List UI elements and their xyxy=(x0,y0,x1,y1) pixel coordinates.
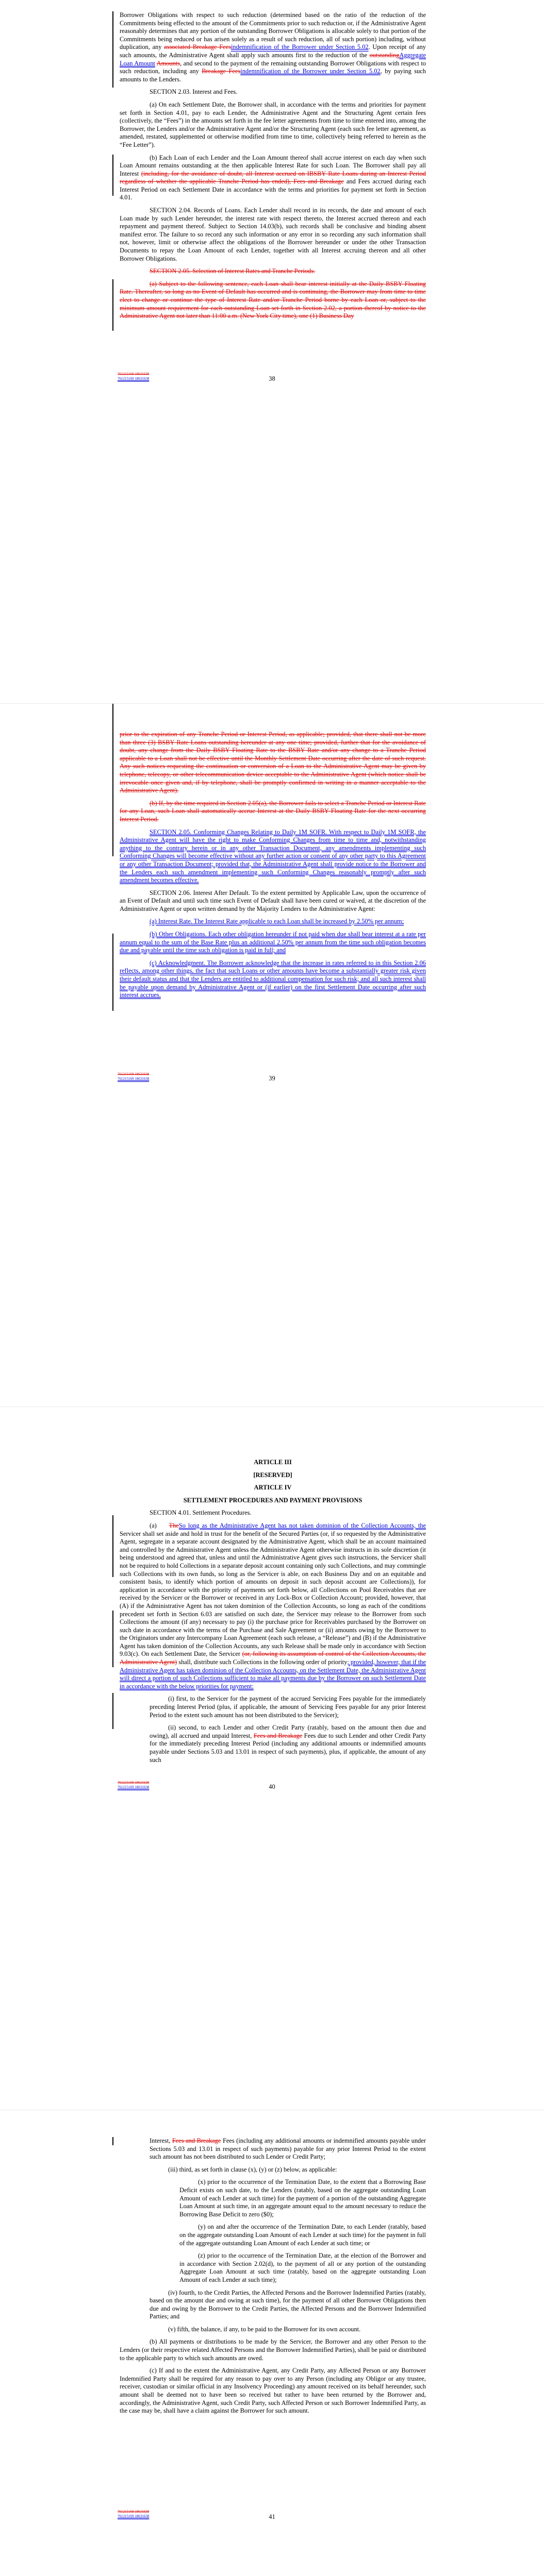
paragraph: prior to the expiration of any Tranche Period or Interest Period, as applicable; provided, that there shall not be more than three (3) BSBY Rate Loans outstanding hereunder at any one time; provided, further that for the avoidance of doubt, any change from the Daily BSBY Floating Rate to the BSBY Rate and/or any change to a Tranche Period applicable to a Loan shall not be effective until the Monthly Settlement Date occurring after the date of such request. Any such notices requesting the continuation or conversion of a Loan to the Administrative Agent may be given by telephone, telecopy, or other telecommunication device acceptable to the Administrative Agent (which notice shall be irrevocable once given and, if by telephone, shall be promptly confirmed in writing in a manner acceptable to the Administrative Agent). xyxy=(120,731,426,794)
page-38 xyxy=(0,0,544,703)
list-item: (i) first, to the Servicer for the payment of the accrued Servicing Fees payable for the immediately preceding Interest Period (plus, if applicable, the amount of Servicing Fees payable for any prior Interest Period to the extent such amount has not been distributed to the Servicer); xyxy=(150,1695,426,1719)
change-bar xyxy=(112,934,113,1011)
article-title: SETTLEMENT PROCEDURES AND PAYMENT PROVISIONS xyxy=(183,1496,362,1504)
list-item: (v) fifth, the balance, if any, to be paid to the Borrower for its own account. xyxy=(168,2325,361,2333)
change-bar xyxy=(112,11,113,88)
change-bar xyxy=(112,704,113,856)
list-item: (iii) third, as set forth in clause (x), (y) or (z) below, as applicable: xyxy=(168,2165,337,2173)
paragraph: Interest, Fees and Breakage Fees (including any additional amounts or indemnified amounts payable under Sections 5.03 and 13.01 in respect of such payments) payable for any prior Interest Period to the extent such amount has not been distributed to such Lender or Credit Party; xyxy=(150,2137,426,2161)
paragraph: (b) Each Loan of each Lender and the Loan Amount thereof shall accrue interest on each day when such Loan Amount remains outstanding at the then applicable Interest Rate for such Loan. The Borrower shall pay all Interest (including, for the avoidance of doubt, all Interest accrued on IBSBY Rate Loans during an Interest Period regardless of whether the applicable Tranche Period has ended), Fees and Breakage and Fees accrued during each Interest Period on each Settlement Date in accordance with the terms and priorities for payment set forth in Section 4.01. xyxy=(120,154,426,201)
paragraph: (c) If and to the extent the Administrative Agent, any Credit Party, any Affected Person or any Borrower Indemnified Party shall be required for any reason to pay over to any Person (including any Obligor or any trustee, receiver, custodian or similar official in any Insolvency Proceeding) any amount received on its behalf hereunder, such amount shall be deemed not to have been so received but rather to have been returned by the Borrower and, accordingly, the Administrative Agent, such Credit Party, such Affected Person or such Borrower Indemnified Party, as the case may be, shall have a claim against the Borrower for such amount. xyxy=(120,2367,426,2415)
page-number: 38 xyxy=(269,375,275,382)
document-footer: 761215169 18631638 761215169 18631638 xyxy=(118,1072,150,1081)
paragraph: SECTION 2.05. Conforming Changes Relating to Daily 1M SOFR. With respect to Daily 1M SOFR, the Administrative Agent will have the right to make Conforming Changes from time to time and, notwithstanding anything to the contrary herein or in any other Transaction Document, any amendments implementing such Conforming Changes will become effective without any further action or consent of any other party to this Agreement or any other Transaction Document; provided that, the Administrative Agent shall provide notice to the Borrower and the Lenders each such amendment implementing such Conforming Changes reasonably promptly after such amendment becomes effective. xyxy=(120,828,426,884)
page-number: 41 xyxy=(269,2513,275,2520)
paragraph: (c) Acknowledgment. The Borrower acknowledge that the increase in rates referred to in this Section 2.06 reflects, among other things, the fact that such Loans or other amounts have become a substantially greater risk given their default status and that the Lenders are entitled to additional compensation for such risk; and all such interest shall be payable upon demand by Administrative Agent or (if earlier) on the first Settlement Date occurring after such interest accrues. xyxy=(120,959,426,999)
list-item: (z) prior to the occurrence of the Termination Date, at the election of the Borrower and in accordance with Section 2.02(d), to the payment of all or any portion of the outstanding Aggregate Loan Amount at such time (ratably, based on the aggregate outstanding Loan Amount of each Lender at such time); xyxy=(179,2252,426,2283)
list-item: (y) on and after the occurrence of the Termination Date, to each Lender (ratably, based on the aggregate outstanding Loan Amount of each Lender at such time) for the payment in full of the aggregate outstanding Loan Amount of each Lender at such time; or xyxy=(179,2223,426,2247)
page-41 xyxy=(0,2110,544,2576)
document-footer: 761215169 18631638 761215169 18631638 xyxy=(118,372,150,381)
document-footer: 761215169 18631638 761215169 18631638 xyxy=(118,1781,150,1789)
paragraph: SECTION 2.04. Records of Loans. Each Lender shall record in its records, the date and amount of each Loan made by such Lender hereunder, the interest rate with respect thereto, the Interest accrued thereon and each repayment and payment thereof. Subject to Section 14.03(b), such records shall be conclusive and binding absent manifest error. The failure to so record any such information or any error in so recording any such information shall not, however, limit or otherwise affect the obligations of the Borrower hereunder or under the other Transaction Documents to repay the Loan Amount of each Lender, together with all Interest accruing thereon and all other Borrower Obligations. xyxy=(120,207,426,262)
paragraph: (a) TheSo long as the Administrative Agent has not taken dominion of the Collection Accounts, the Servicer shall set aside and hold in trust for the benefit of the Secured Parties (or, if so requested by the Administrative Agent, segregate in a separate account designated by the Administrative Agent, which shall be an account maintained and controlled by the Administrative Agent unless the Administrative Agent otherwise instructs in its sole discretion (it being understood and agreed that, unless and until the Administrative Agent gives such instructions, the Servicer shall not be required to hold Collections in a separate deposit account containing only such Collections, and may commingle such Collections with its own funds, so long as the Servicer is able, on each Business Day and on an equitable and consistent basis, to identify which portion of amounts on deposit in such deposit account are Collections)), for application in accordance with the priority of payments set forth below, all Collections on Pool Receivables that are received by the Servicer or the Borrower or received in any Lock-Box or Collection Account; provided, however, that (A) if the Administrative Agent has not taken dominion of the Collection Accounts, so long as each of the conditions precedent set forth in Section 6.03 are satisfied on such date, the Servicer may release to the Borrower from such Collections the amount (if any) necessary to pay (i) the purchase price for Receivables purchased by the Borrower on such date in accordance with the terms of the Purchase and Sale Agreement or (ii) amounts owing by the Borrower to the Originators under any Intercompany Loan Agreement (each such release, a “Release”) and (B) if the Administrative Agent has taken dominion of the Collection Accounts, any such Release shall be made only in accordance with Section 9.03(c). On each Settlement Date, the Servicer (or, following its assumption of control of the Collection Accounts, the Administrative Agent) shall, distribute such Collections in the following order of priority; provided, however, that if the Administrative Agent has taken dominion of the Collection Accounts, on the Settlement Date, the Administrative Agent will direct a portion of such Collections sufficient to make all payments due by the Borrower on such Settlement Date in accordance with the below priorities for payment: xyxy=(120,1521,426,1690)
change-bar xyxy=(112,279,113,331)
paragraph: (a) On each Settlement Date, the Borrower shall, in accordance with the terms and priorities for payment set forth in Section 4.01, pay to each Lender, the Administrative Agent and the Structuring Agent certain fees (collectively, the “Fees”) in the amounts set forth in the fee letter agreements from time to time entered into, among the Borrower, the Lenders and/or the Administrative Agent and/or the Structuring Agent (each such fee letter agreement, as amended, restated, supplemented or otherwise modified from time to time, collectively being referred to herein as the “Fee Letter”). xyxy=(120,100,426,148)
change-bar xyxy=(112,155,113,196)
paragraph: (b) If, by the time required in Section 2.05(a), the Borrower fails to select a Tranche Period or Interest Rate for any Loan, such Loan shall automatically accrue Interest at the Daily BSBY Floating Rate for the next occurring Interest Period. xyxy=(120,799,426,823)
change-bar xyxy=(112,1693,113,1729)
paragraph: (a) Subject to the following sentence, each Loan shall bear interest initially at the Daily BSBY Floating Rate. Thereafter, so long as no Event of Default has occurred and is continuing, the Borrower may from time to time elect to change or continue the type of Interest Rate and/or Tranche Period borne by each Loan or, subject to the minimum amount requirement for each outstanding Loan set forth in Section 2.02, a portion thereof by notice to the Administrative Agent not later than 11:00 a.m. (New York City time), one (1) Business Day xyxy=(120,280,426,320)
page-40-body xyxy=(120,1459,426,1769)
list-item: (ii) second, to each Lender and other Credit Party (ratably, based on the amount then due and owing), all accrued and unpaid Interest, Fees and Breakage Fees due to such Lender and other Credit Party for the immediately preceding Interest Period (including any additional amounts or indemnified amounts payable under Sections 5.03 and 13.01 in respect of such payments), plus, if applicable, the amount of any such xyxy=(150,1724,426,1764)
page-38-body xyxy=(120,11,426,325)
change-bar xyxy=(112,1611,113,1667)
page-39 xyxy=(0,704,544,1406)
page-41-body xyxy=(120,2137,426,2420)
page-39-body xyxy=(120,731,426,1004)
section-heading: SECTION 2.03. Interest and Fees. xyxy=(150,88,238,96)
paragraph: Borrower Obligations with respect to such reduction (determined based on the ratio of the reduction of the Commitments being effected to the amount of the Commitments prior to such reduction or, if the Administrative Agent reasonably determines that any portion of the outstanding Borrower Obligations is allocable solely to that portion of the Commitments being reduced or has arisen solely as a result of such reduction, all of such portion) including, without duplication, any associated Breakage Feesindemnification of the Borrower under Section 5.02. Upon receipt of any such amounts, the Administrative Agent shall apply such amounts first to the reduction of the outstandingAggregate Loan Amount Amounts, and second to the payment of the remaining outstanding Borrower Obligations with respect to such reduction, including any Breakage Feesindemnification of the Borrower under Section 5.02, by paying such amounts to the Lenders. xyxy=(120,11,426,83)
list-item: (x) prior to the occurrence of the Termination Date, to the extent that a Borrowing Base Deficit exists on such date, to the Lenders (ratably, based on the aggregate outstanding Loan Amount of each Lender at such time) for the payment of a portion of the outstanding Aggregate Loan Amount at such time, in an aggregate amount equal to the amount necessary to reduce the Borrowing Base Deficit to zero ($0); xyxy=(179,2178,426,2218)
article-heading: ARTICLE III xyxy=(254,1459,292,1466)
page-number: 39 xyxy=(269,1075,275,1082)
list-item: (iv) fourth, to the Credit Parties, the Affected Persons and the Borrower Indemnified Parties (ratably, based on the amount due and owing at such time), for the payment of all other Borrower Obligations then due and owing by the Borrower to the Credit Parties, the Affected Persons and the Borrower Indemnified Parties; and xyxy=(150,2289,426,2320)
section-heading: SECTION 4.01. Settlement Procedures. xyxy=(150,1509,252,1517)
paragraph: (a) Interest Rate. The Interest Rate applicable to each Loan shall be increased by 2.50% per annum; xyxy=(150,918,404,925)
document-footer: 761215169 18631638 761215169 18631638 xyxy=(118,2510,150,2518)
section-heading: SECTION 2.05. Selection of Interest Rates and Tranche Periods. xyxy=(150,267,316,275)
article-heading: ARTICLE IV xyxy=(254,1484,292,1492)
change-bar xyxy=(112,1515,113,1577)
paragraph: SECTION 2.06. Interest After Default. To the extent permitted by Applicable Law, upon the occurrence of an Event of Default and until such time such Event of Default shall have been cured or waived, at the discretion of the Administrative Agent or upon written demand by the Majority Lenders to the Administrative Agent: xyxy=(120,889,426,912)
paragraph: (b) All payments or distributions to be made by the Servicer, the Borrower and any other Person to the Lenders (or their respective related Affected Persons and the Borrower Indemnified Parties), shall be paid or distributed to the applicable party to which such amounts are owed. xyxy=(120,2338,426,2362)
paragraph: (b) Other Obligations. Each other obligation hereunder if not paid when due shall bear interest at a rate per annum equal to the sum of the Base Rate plus an additional 2.50% per annum from the time such obligation becomes due and payable until the time such obligation is paid in full; and xyxy=(120,930,426,954)
article-subheading: [RESERVED] xyxy=(253,1471,292,1479)
page-40 xyxy=(0,1407,544,2110)
page-number: 40 xyxy=(269,1783,275,1790)
change-bar xyxy=(112,2137,113,2145)
